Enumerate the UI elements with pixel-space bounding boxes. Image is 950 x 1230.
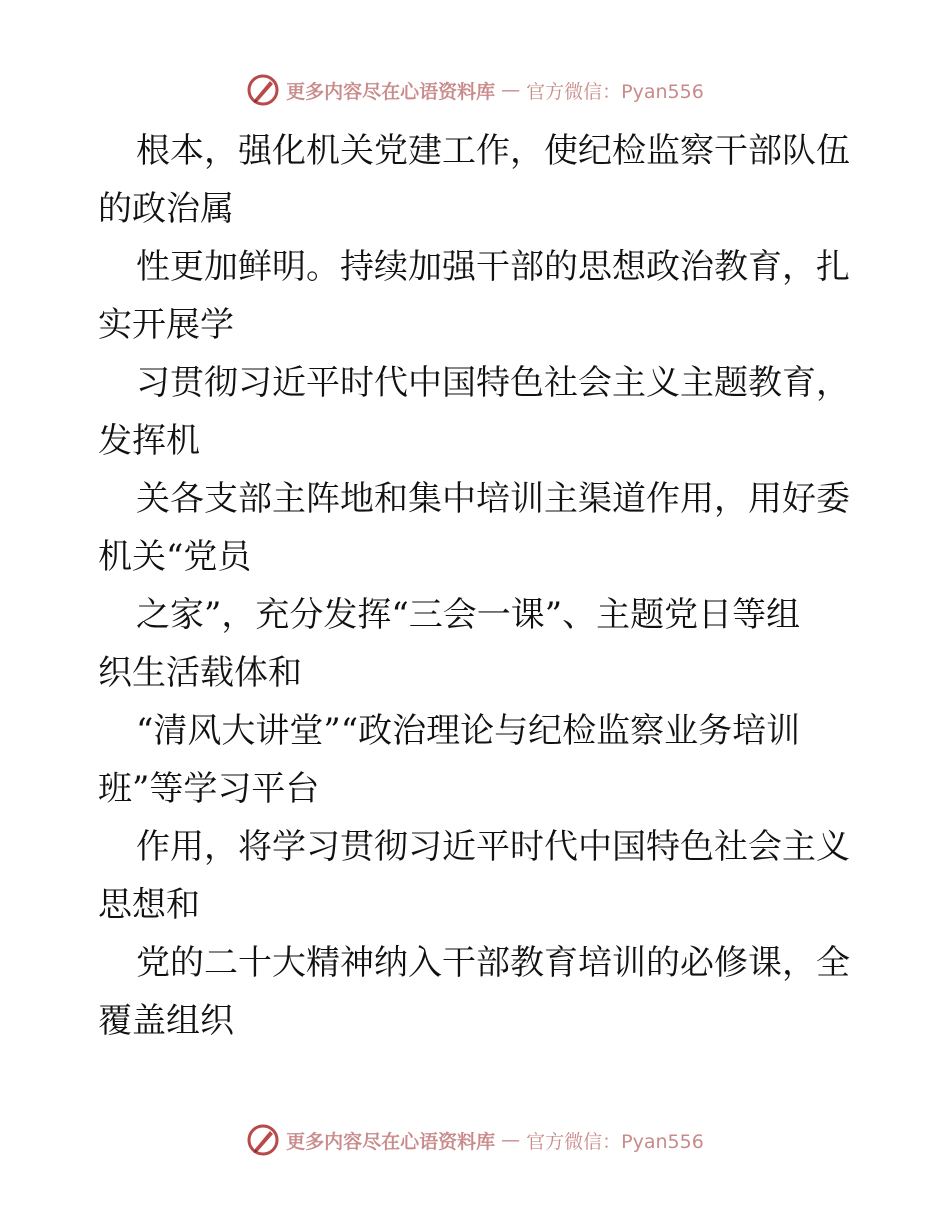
banner-text: 更多内容尽在心语资料库 bbox=[286, 1130, 496, 1153]
paragraph bbox=[98, 122, 858, 238]
paragraph bbox=[98, 470, 858, 586]
banner-separator: — bbox=[501, 1129, 521, 1151]
quill-pen-circle-icon bbox=[246, 1123, 280, 1157]
banner-separator: — bbox=[501, 79, 521, 101]
paragraph bbox=[98, 934, 858, 1050]
paragraph-line: 党的二十大精神纳入干部教育培训的必修课，全 bbox=[136, 943, 850, 983]
banner-wechat: 官方微信：Pyan556 bbox=[526, 1130, 704, 1153]
paragraph-line: 机关“党员 bbox=[98, 537, 252, 577]
paragraph-line: 思想和 bbox=[98, 885, 200, 925]
paragraph bbox=[98, 586, 858, 702]
document-body bbox=[98, 122, 858, 1050]
paragraph-line: 之家”，充分发挥“三会一课”、主题党日等组 bbox=[136, 595, 801, 635]
paragraph-line: 发挥机 bbox=[98, 421, 200, 461]
paragraph-line: 作用，将学习贯彻习近平时代中国特色社会主义 bbox=[136, 827, 850, 867]
paragraph bbox=[98, 818, 858, 934]
paragraph-line: 根本，强化机关党建工作，使纪检监察干部队伍 bbox=[136, 131, 850, 171]
paragraph-line: 习贯彻习近平时代中国特色社会主义主题教育， bbox=[136, 363, 850, 403]
paragraph bbox=[98, 702, 858, 818]
paragraph-line: 班”等学习平台 bbox=[98, 769, 320, 809]
header-banner bbox=[0, 70, 950, 110]
quill-pen-circle-icon bbox=[246, 73, 280, 107]
paragraph-line: 的政治属 bbox=[98, 189, 234, 229]
paragraph-line: “清风大讲堂”“政治理论与纪检监察业务培训 bbox=[136, 711, 801, 751]
paragraph-line: 实开展学 bbox=[98, 305, 234, 345]
banner-wechat: 官方微信：Pyan556 bbox=[526, 80, 704, 103]
paragraph bbox=[98, 238, 858, 354]
banner-text: 更多内容尽在心语资料库 bbox=[286, 80, 496, 103]
paragraph bbox=[98, 354, 858, 470]
footer-banner bbox=[0, 1120, 950, 1160]
paragraph-line: 覆盖组织 bbox=[98, 1001, 234, 1041]
paragraph-line: 织生活载体和 bbox=[98, 653, 302, 693]
paragraph-line: 关各支部主阵地和集中培训主渠道作用，用好委 bbox=[136, 479, 850, 519]
paragraph-line: 性更加鲜明。持续加强干部的思想政治教育，扎 bbox=[136, 247, 850, 287]
